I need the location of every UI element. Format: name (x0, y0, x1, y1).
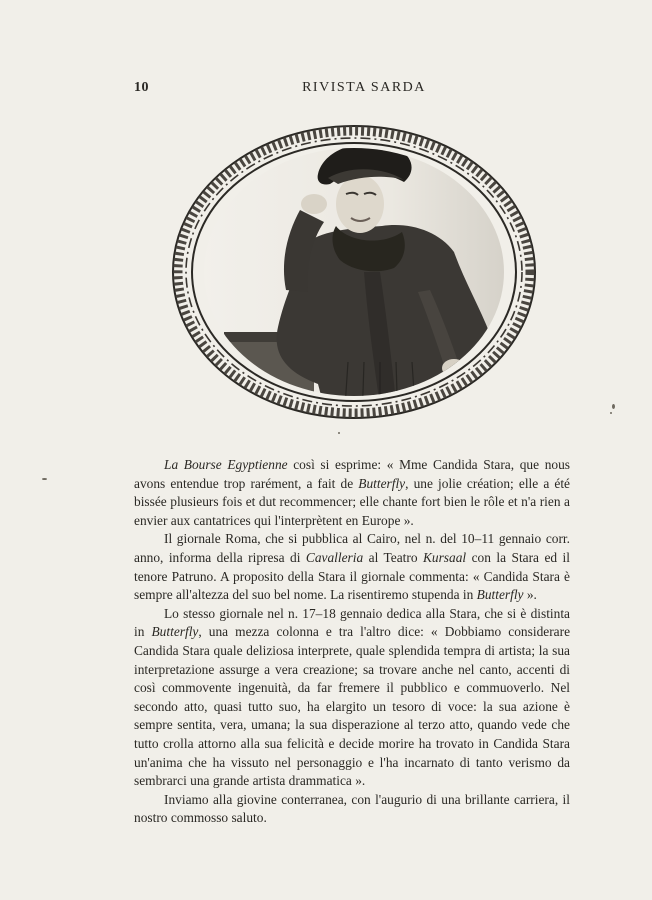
text-segment: così si esprime: « Mme Candida Stara, que nous avons entendue trop rarément, a fait de (134, 457, 570, 491)
paragraph-1 (134, 456, 570, 530)
text-segment: ». (523, 587, 537, 603)
portrait-figure (168, 122, 540, 422)
text-segment: La Bourse Egyptienne (164, 457, 288, 472)
text-segment: Cavalleria (305, 549, 364, 565)
text-segment: Butterfly (151, 624, 199, 640)
paragraph-3 (134, 605, 570, 791)
speck (610, 412, 612, 414)
text-segment: Butterfly (476, 587, 524, 603)
text-segment: Kursaal (422, 549, 467, 565)
text-segment: Il giornale Roma, che si pubblica al Cairo, nel n. del 10–11 gennaio corr. anno, informa della ripresa di (134, 531, 570, 565)
article-body (134, 456, 570, 828)
paragraph-4 (134, 791, 570, 828)
running-title: RIVISTA SARDA (302, 80, 426, 95)
text-segment: , une jolie création; elle a été bissée plusieurs fois et dut recommencer; elle chante fort bien le rôle et n'a rien a envier aux cantatrices qui l'interprètent en Europe ». (134, 475, 570, 528)
text-segment: al Teatro (363, 549, 423, 565)
text-segment: , una mezza colonna e tra l'altro dice: « Dobbiamo considerare Candida Stara quale deliziosa interprete, quale splendida tempra di artista; la sua interpretazione assurge a vera creazione; sa trovare anche nel canto, accenti di così commovente ingenuità, da far fremere il pubblico e commuoverlo. Nel secondo atto, quasi tutto suo, ha elargito un tesoro di voce: la sua azione è sempre sentita, vera, umana; la sua disperazione al terzo atto, quando vede che tutto crolla attorno alla sua felicità e decide morire ha trovato in Candida Stara un'anima che ha vissuto nel personaggio e l'ha incarnato di tanto verismo da sembrarci una grande artista drammatica ». (134, 624, 571, 789)
portrait-svg (168, 122, 540, 422)
speck (612, 404, 615, 409)
paragraph-2 (134, 530, 570, 604)
text-segment: con la Stara ed il tenore Patruno. A proposito della Stara il giornale commenta: « Candida Stara è sempre all'altezza del suo bel nome. La risentiremo stupenda in (134, 549, 570, 603)
woman-portrait-photo (168, 122, 540, 422)
speck (42, 478, 47, 480)
page-header (134, 80, 546, 102)
speck (338, 432, 340, 434)
page-number: 10 (134, 80, 149, 95)
text-segment: Inviamo alla giovine conterranea, con l'augurio di una brillante carriera, il nostro commosso saluto. (134, 791, 570, 826)
text-segment: Lo stesso giornale nel n. 17–18 gennaio dedica alla Stara, che si è distinta in (134, 605, 570, 640)
text-segment: Butterfly (358, 475, 406, 491)
